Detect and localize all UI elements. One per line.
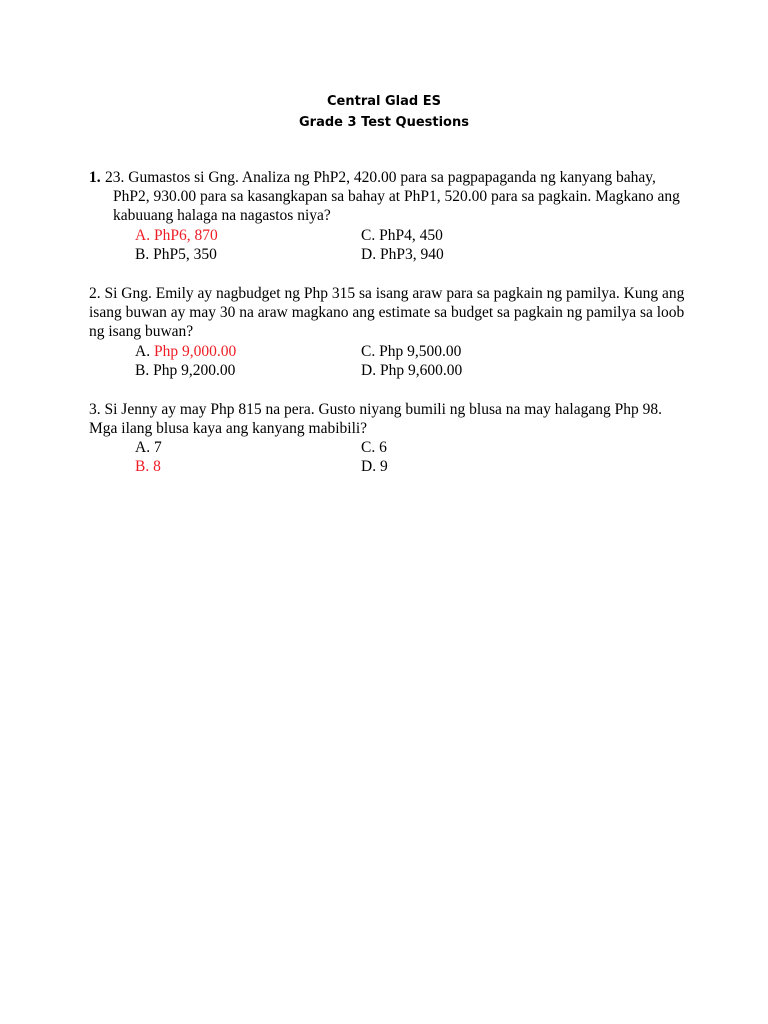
option-letter: A. [135, 439, 151, 456]
option-c [361, 342, 461, 361]
option-text: 8 [153, 458, 161, 475]
option-text: 6 [379, 439, 387, 456]
option-letter: C. [361, 439, 376, 456]
option-text: PhP4, 450 [379, 227, 443, 244]
option-letter: B. [135, 246, 150, 263]
option-c [361, 438, 387, 457]
option-text: Php 9,200.00 [153, 362, 236, 379]
option-letter: C. [361, 227, 376, 244]
question-number: 1. [89, 169, 101, 186]
option-a-correct [135, 342, 236, 361]
option-a [135, 438, 162, 457]
option-text: PhP6, 870 [153, 227, 218, 244]
option-letter: D. [361, 362, 377, 379]
option-letter: A. [135, 227, 151, 244]
option-text: 9 [379, 458, 388, 475]
question-line: kabuuang halaga na nagastos niya? [113, 207, 331, 224]
option-text: Php 9,000.00 [153, 343, 237, 360]
question-line: PhP2, 930.00 para sa kasangkapan sa bahay at PhP1, 520.00 para sa pagkain. Magkano ang [113, 188, 680, 205]
option-letter: B. [135, 362, 150, 379]
option-letter: C. [361, 343, 376, 360]
option-text: 7 [153, 439, 162, 456]
question-line: 2. Si Gng. Emily ay nagbudget ng Php 315 sa isang araw para sa pagkain ng pamilya. Kung ang [89, 285, 685, 302]
option-b [135, 245, 217, 264]
option-d [361, 361, 462, 380]
option-d [361, 457, 388, 476]
option-text: Php 9,600.00 [379, 362, 463, 379]
school-name: Central Glad ES [327, 94, 441, 109]
option-b-correct [135, 457, 161, 476]
question-line: 23. Gumastos si Gng. Analiza ng PhP2, 420.00 para sa pagpapaganda ng kanyang bahay, [105, 169, 656, 186]
document-title: Grade 3 Test Questions [299, 115, 469, 130]
question-line: 3. Si Jenny ay may Php 815 na pera. Gusto niyang bumili ng blusa na may halagang Php 98. [89, 401, 662, 418]
question-line: Mga ilang blusa kaya ang kanyang mabibili? [89, 420, 368, 437]
option-text: PhP5, 350 [153, 246, 217, 263]
option-letter: D. [361, 458, 377, 475]
option-a-correct [135, 226, 218, 245]
option-letter: D. [361, 246, 377, 263]
question-line: isang buwan ay may 30 na araw magkano ang estimate sa budget sa pagkain ng pamilya sa loob [89, 304, 685, 321]
option-text: PhP3, 940 [379, 246, 444, 263]
question-line: ng isang buwan? [89, 323, 194, 340]
option-text: Php 9,500.00 [379, 343, 462, 360]
option-letter: B. [135, 458, 150, 475]
option-b [135, 361, 235, 380]
option-c [361, 226, 443, 245]
option-d [361, 245, 444, 264]
option-letter: A. [135, 343, 151, 360]
